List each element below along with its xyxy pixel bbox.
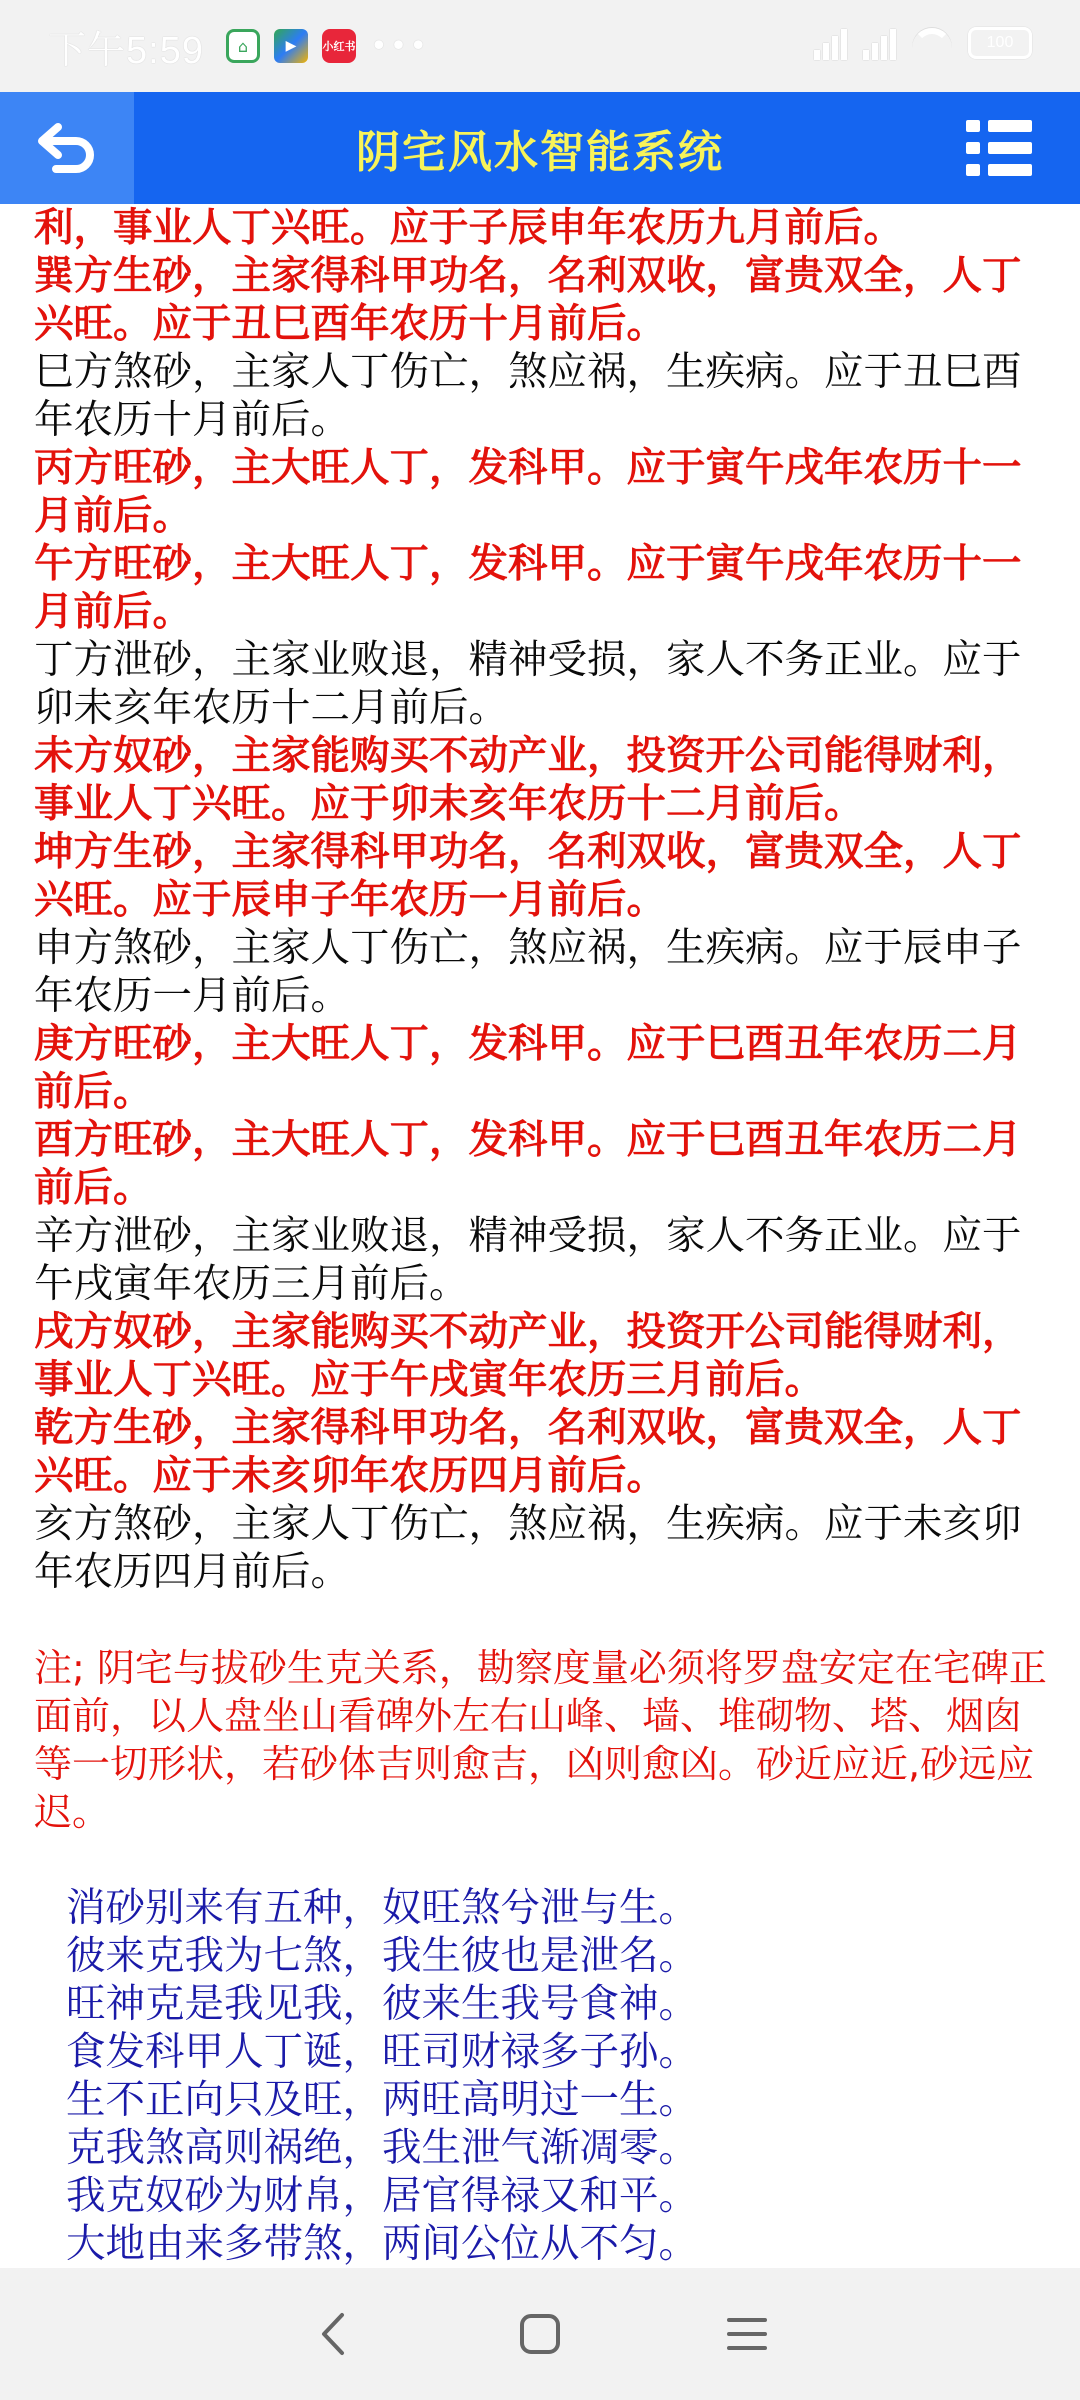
app-bar bbox=[0, 92, 1080, 204]
article-content[interactable] bbox=[0, 204, 1080, 2268]
poem-line: 克我煞高则祸绝，我生泄气渐凋零。 bbox=[66, 2125, 698, 2171]
status-app-icons bbox=[226, 29, 429, 64]
list-menu-button[interactable] bbox=[966, 120, 1032, 176]
content-paragraph: 坤方生砂，主家得科甲功名，名利双收，富贵双全，人丁兴旺。应于辰申子年农历一月前后。 bbox=[34, 829, 1022, 923]
content-paragraph: 巳方煞砂，主家人丁伤亡，煞应祸，生疾病。应于丑巳酉年农历十月前后。 bbox=[34, 349, 1022, 443]
page-title: 阴宅风水智能系统 bbox=[356, 127, 724, 178]
note-paragraph: 注; 阴宅与拔砂生克关系，勘察度量必须将罗盘安定在宅碑正面前，以人盘坐山看碑外左右山峰、墙、堆砌物、塔、烟囱等一切形状，若砂体吉则愈吉，凶则愈凶。砂近应近,砂远应迟。 bbox=[34, 1646, 1047, 1834]
more-notifications-icon: ••• bbox=[369, 28, 430, 64]
home-square-icon bbox=[519, 2313, 561, 2355]
wifi-icon bbox=[912, 28, 952, 58]
content-paragraph: 午方旺砂，主大旺人丁，发科甲。应于寅午戌年农历十一月前后。 bbox=[34, 541, 1022, 635]
nav-recents-button[interactable] bbox=[717, 2304, 777, 2364]
nav-home-button[interactable] bbox=[510, 2304, 570, 2364]
battery-icon: 100 bbox=[968, 27, 1032, 59]
poem-line: 消砂别来有五种，奴旺煞兮泄与生。 bbox=[66, 1885, 698, 1931]
back-button[interactable] bbox=[0, 92, 134, 204]
list-menu-icon bbox=[966, 120, 1032, 132]
paragraph-list bbox=[34, 204, 1054, 1596]
chevron-left-icon bbox=[318, 2311, 348, 2357]
poem-line: 我克奴砂为财帛，居官得禄又和平。 bbox=[66, 2173, 698, 2219]
poem-line: 彼来克我为七煞，我生彼也是泄名。 bbox=[66, 1933, 698, 1979]
recents-menu-icon bbox=[726, 2315, 768, 2353]
content-paragraph: 辛方泄砂，主家业败退，精神受损，家人不务正业。应于午戌寅年农历三月前后。 bbox=[34, 1213, 1022, 1307]
content-paragraph: 酉方旺砂，主大旺人丁，发科甲。应于巳酉丑年农历二月前后。 bbox=[34, 1117, 1022, 1211]
nav-back-button[interactable] bbox=[303, 2304, 363, 2364]
status-indicators bbox=[814, 26, 1032, 60]
poem-line: 生不正向只及旺，两旺高明过一生。 bbox=[66, 2077, 698, 2123]
content-paragraph: 戌方奴砂，主家能购买不动产业，投资开公司能得财利，事业人丁兴旺。应于午戌寅年农历三月前后。 bbox=[34, 1309, 1022, 1403]
signal-icon bbox=[814, 26, 847, 60]
content-paragraph: 申方煞砂，主家人丁伤亡，煞应祸，生疾病。应于辰申子年农历一月前后。 bbox=[34, 925, 1022, 1019]
signal-2-icon bbox=[863, 26, 896, 60]
content-paragraph: 巽方生砂，主家得科甲功名，名利双收，富贵双全，人丁兴旺。应于丑巳酉年农历十月前后。 bbox=[34, 253, 1022, 347]
content-paragraph: 亥方煞砂，主家人丁伤亡，煞应祸，生疾病。应于未亥卯年农历四月前后。 bbox=[34, 1501, 1022, 1595]
xiaohongshu-icon: 小红书 bbox=[322, 29, 356, 63]
content-paragraph: 庚方旺砂，主大旺人丁，发科甲。应于巳酉丑年农历二月前后。 bbox=[34, 1021, 1022, 1115]
content-paragraph: 丁方泄砂，主家业败退，精神受损，家人不务正业。应于卯未亥年农历十二月前后。 bbox=[34, 637, 1022, 731]
system-nav-bar bbox=[0, 2268, 1080, 2400]
content-paragraph: 利，事业人丁兴旺。应于子辰申年农历九月前后。 bbox=[34, 205, 903, 251]
status-time: 下午5:59 bbox=[48, 29, 204, 72]
poem-line: 大地由来多带煞，两间公位从不匀。 bbox=[66, 2221, 698, 2267]
back-arrow-icon bbox=[36, 121, 98, 175]
poem-line: 食发科甲人丁诞，旺司财禄多子孙。 bbox=[66, 2029, 698, 2075]
home-icon: ⌂ bbox=[226, 29, 260, 63]
content-paragraph: 未方奴砂，主家能购买不动产业，投资开公司能得财利，事业人丁兴旺。应于卯未亥年农历十二月前后。 bbox=[34, 733, 1022, 827]
content-paragraph: 乾方生砂，主家得科甲功名，名利双收，富贵双全，人丁兴旺。应于未亥卯年农历四月前后。 bbox=[34, 1405, 1022, 1499]
poem-line: 旺神克是我见我，彼来生我号食神。 bbox=[66, 1981, 698, 2027]
content-paragraph: 丙方旺砂，主大旺人丁，发科甲。应于寅午戌年农历十一月前后。 bbox=[34, 445, 1022, 539]
status-bar bbox=[0, 0, 1080, 92]
poem-block bbox=[34, 1884, 1054, 2268]
play-store-icon: ▶ bbox=[274, 29, 308, 63]
